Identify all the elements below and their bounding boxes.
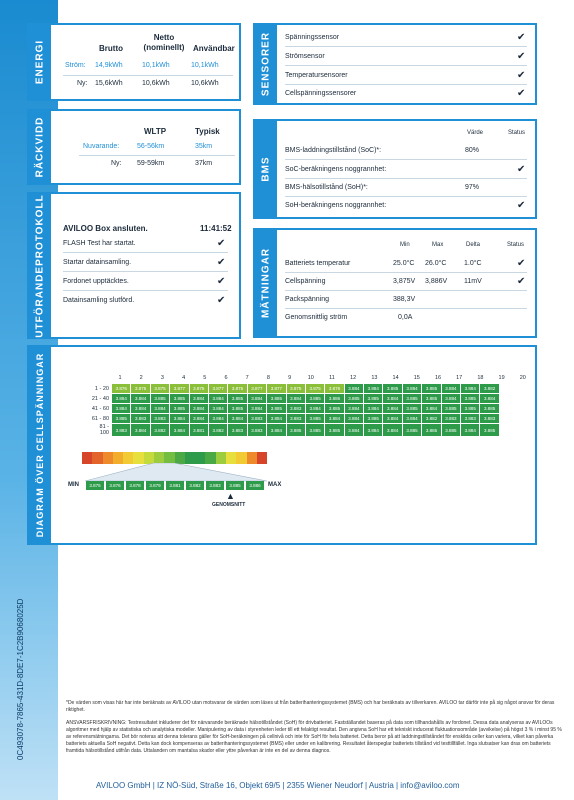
cell-voltage: 3.877 (267, 384, 285, 393)
cell-column-number: 7 (245, 375, 249, 381)
cell-voltage: 3.884 (248, 404, 266, 413)
cell-voltage: 3.882 (480, 384, 498, 393)
cell-voltage: 3.882 (151, 424, 169, 436)
cell-voltage: 3.885 (170, 394, 188, 403)
cell-voltage: 3.884 (345, 384, 363, 393)
energy-new-usable: 10,6kWh (191, 80, 219, 87)
cell-voltage: 3.884 (383, 394, 401, 403)
meas-header-min: Min (400, 242, 410, 248)
meas-row-label: Genomsnittlig ström (285, 314, 348, 321)
cell-voltage: 3.885 (325, 404, 343, 413)
cell-voltage: 3.883 (131, 414, 149, 423)
check-icon: ✔ (517, 164, 526, 175)
meas-header-max: Max (432, 242, 444, 248)
measurements-panel (253, 228, 537, 338)
check-icon: ✔ (217, 276, 226, 287)
cell-voltage: 3.884 (383, 404, 401, 413)
cell-column-number: 3 (160, 375, 164, 381)
divider (285, 196, 527, 197)
cell-voltage: 3.881 (190, 424, 208, 436)
divider (285, 272, 527, 273)
cell-voltage: 3.883 (151, 414, 169, 423)
voltage-scale-step: 3.876 (106, 481, 124, 490)
bms-tab: BMS (255, 121, 277, 217)
cell-voltage: 3.885 (383, 384, 401, 393)
cell-row (89, 404, 499, 413)
range-panel (27, 109, 241, 185)
cell-voltage: 3.884 (364, 404, 382, 413)
voltage-scale-step: 3.885 (226, 481, 244, 490)
cell-column-number: 5 (203, 375, 207, 381)
divider (285, 290, 527, 291)
energy-row-new-label: Ny: (77, 80, 88, 87)
cell-voltage: 3.884 (190, 414, 208, 423)
cell-voltage: 3.882 (209, 424, 227, 436)
bms-row-label: BMS-hälsotillstånd (SoH)*: (285, 184, 368, 191)
meas-row-label: Batteriets temperatur (285, 260, 351, 267)
cell-voltage: 3.884 (112, 404, 130, 413)
protocol-panel (27, 192, 241, 339)
divider (285, 308, 527, 309)
cell-column-number: 9 (288, 375, 292, 381)
divider (63, 271, 228, 272)
footer-contact: AVILOO GmbH | IZ NÖ-Süd, Straße 16, Objekt 69/5 | 2355 Wiener Neudorf | Austria | info@aviloo.com (96, 781, 460, 790)
cell-voltage: 3.884 (267, 424, 285, 436)
bms-row-value: 97% (465, 184, 480, 191)
cell-voltage-grid (88, 383, 500, 437)
cell-voltage: 3.884 (442, 394, 460, 403)
energy-tab: ENERGI (29, 25, 51, 99)
energy-header-netto: Netto (nominellt) (143, 33, 185, 52)
voltage-scale-step: 3.878 (126, 481, 144, 490)
cell-voltage: 3.875 (306, 384, 324, 393)
meas-row-min: 388,3V (393, 296, 416, 303)
cell-voltage: 3.885 (403, 424, 421, 436)
range-tab: RÄCKVIDD (29, 111, 51, 183)
energy-current-usable: 10,1kWh (191, 62, 219, 69)
divider (285, 84, 527, 85)
protocol-time: 11:41:52 (200, 224, 232, 233)
cell-voltage: 3.876 (112, 384, 130, 393)
cell-voltage: 3.877 (248, 384, 266, 393)
cell-voltage: 3.885 (403, 394, 421, 403)
max-label: MAX (268, 482, 282, 488)
cell-voltage: 3.884 (170, 414, 188, 423)
cell-voltage: 3.884 (442, 384, 460, 393)
cell-voltage: 3.883 (287, 404, 305, 413)
histogram-zoom-lines (70, 463, 290, 483)
cell-voltage: 3.885 (306, 414, 324, 423)
cell-voltage: 3.883 (442, 414, 460, 423)
range-row-new-label: Ny: (111, 160, 122, 167)
cell-voltage: 3.885 (112, 414, 130, 423)
cell-voltage: 3.885 (306, 394, 324, 403)
cell-voltage: 3.884 (287, 394, 305, 403)
footer-note: *De värden som visas här har inte beräknats av AVILOO utan motsvarar de värden som läses ut från batterihanteringssystemet (BMS) och har beräknats av tillverkaren. AVILOO tar därför inte på sig något ansvar för deras riktighet. (66, 700, 555, 713)
cell-row (89, 424, 499, 436)
meas-row-delta: 1.0°C (464, 260, 482, 267)
sensor-item: Strömsensor (285, 53, 325, 60)
divider (285, 159, 527, 160)
meas-row-label: Packspänning (285, 296, 329, 303)
energy-header-usable: Användbar (193, 44, 235, 53)
divider (285, 65, 527, 66)
meas-row-delta: 11mV (464, 278, 482, 285)
cell-column-number: 11 (329, 375, 335, 381)
cell-voltage: 3.885 (325, 424, 343, 436)
cell-column-number: 1 (118, 375, 122, 381)
cell-voltage: 3.886 (325, 394, 343, 403)
cell-voltage: 3.884 (383, 424, 401, 436)
cell-voltage: 3.884 (190, 394, 208, 403)
cell-row-label: 81 - 100 (99, 424, 109, 436)
divider (285, 178, 527, 179)
cell-voltage: 3.875 (190, 384, 208, 393)
cell-voltage: 3.884 (461, 424, 479, 436)
cell-voltage: 3.875 (228, 384, 246, 393)
voltage-scale-step: 3.875 (86, 481, 104, 490)
range-header-typical: Typisk (195, 127, 220, 136)
cell-voltage: 3.884 (403, 384, 421, 393)
cell-voltage: 3.875 (131, 384, 149, 393)
cell-voltage: 3.884 (131, 404, 149, 413)
cell-voltage: 3.885 (461, 404, 479, 413)
cell-voltage: 3.885 (442, 404, 460, 413)
cell-voltage: 3.883 (248, 414, 266, 423)
cell-column-number: 16 (434, 375, 442, 381)
cell-voltage: 3.884 (170, 424, 188, 436)
cell-voltage: 3.884 (190, 404, 208, 413)
voltage-scale-step: 3.879 (146, 481, 164, 490)
cell-voltage: 3.885 (228, 404, 246, 413)
cell-voltage: 3.884 (383, 414, 401, 423)
cell-voltage: 3.885 (422, 424, 440, 436)
cell-voltage: 3.884 (112, 394, 130, 403)
cell-voltage: 3.885 (480, 424, 498, 436)
cell-voltage: 3.877 (170, 384, 188, 393)
range-current-typical: 35km (195, 143, 213, 150)
divider (285, 46, 527, 47)
cell-voltage: 3.885 (403, 404, 421, 413)
sensors-tab: SENSORER (255, 25, 277, 103)
cell-voltage: 3.883 (248, 424, 266, 436)
range-new-typical: 37km (195, 160, 213, 167)
voltage-scale-step: 3.886 (246, 481, 264, 490)
meas-row-label: Cellspänning (285, 278, 326, 285)
energy-current-netto: 10,1kWh (142, 62, 170, 69)
cell-voltage: 3.885 (422, 384, 440, 393)
range-current-wltp: 56-56km (137, 143, 165, 150)
cell-voltage: 3.884 (248, 394, 266, 403)
meas-header-status: Status (507, 242, 525, 248)
cell-voltage: 3.884 (151, 404, 169, 413)
protocol-title: AVILOO Box ansluten. (63, 224, 148, 233)
min-label: MIN (68, 482, 79, 488)
meas-row-min: 3,875V (393, 278, 416, 285)
voltage-scale-step: 3.883 (206, 481, 224, 490)
check-icon: ✔ (517, 32, 526, 43)
energy-panel (27, 23, 241, 101)
cell-voltage: 3.883 (480, 414, 498, 423)
energy-current-brutto: 14,9kWh (95, 62, 123, 69)
measurements-tab: MÄTNINGAR (255, 230, 277, 336)
cell-voltage: 3.884 (345, 404, 363, 413)
range-header-wltp: WLTP (144, 127, 167, 136)
cell-voltage: 3.877 (209, 384, 227, 393)
divider (79, 155, 235, 156)
protocol-item: FLASH Test har startat. (63, 240, 136, 247)
cell-voltage: 3.884 (345, 424, 363, 436)
cell-voltage: 3.884 (306, 404, 324, 413)
energy-new-brutto: 15,6kWh (95, 80, 123, 87)
cell-column-number: 13 (371, 375, 378, 381)
cell-row-label: 21 - 40 (91, 395, 109, 402)
footer-disclaimer: ANSVARSFRISKRIVNING: Testresultatet inkluderer det för närvarande beräknade hälsotillståndet (SoH) för drivbatteriet. Fastställandet baseras på data som tillhandahålls av fordonet. Dessa data analyseras av AVILOOs algoritmer med hjälp av statistiska och analytiska modeller. Manipulering av data i styrenheten leder till ett felaktigt resultat. Den angivna SoH har ett tekniskt inducerat fluktuationsområde (avvikelse) på högst 3 % i minst 95 % av referensmätningarna. Det bör noteras att denna tolerans gäller för SoH-beräkningen på cellnivå och inte för SoH för hela batteriet. Detta beror på att laddningstillståndet för enskilda celler kan variera, vilket kan påverka batteriets aktuella SoH negativt. Detta kan dock kompenseras av batterihanteringssystemet (BMS) eller under en kalibrering. Resultatet återspeglar batteriets tillstånd vid testtillfället. Inga slutsatser kan dras om batteriets framtida hälsotillstånd utifrån data. Uttalanden om mantalsa skador eller yttre påverkan är inte en del av denna diagnos. (66, 720, 562, 754)
cell-voltage: 3.883 (112, 424, 130, 436)
average-marker-icon: ▲ (226, 491, 235, 501)
cell-voltage: 3.885 (267, 394, 285, 403)
sensors-panel (253, 23, 537, 105)
cell-column-number: 19 (498, 375, 505, 381)
cell-voltage: 3.885 (364, 394, 382, 403)
cell-voltage: 3.884 (461, 384, 479, 393)
bms-row-label: SoC-beräkningens noggrannhet: (285, 166, 387, 173)
meas-header-delta: Delta (466, 242, 481, 248)
cell-row (89, 394, 499, 403)
divider (63, 290, 228, 291)
protocol-item: Fordonet upptäcktes. (63, 278, 129, 285)
cell-voltage: 3.885 (480, 404, 498, 413)
cell-column-number: 8 (266, 375, 270, 381)
sensor-item: Cellspänningssensorer (285, 90, 357, 97)
cell-voltage: 3.885 (461, 394, 479, 403)
bms-panel (253, 119, 537, 219)
cell-voltage: 3.884 (403, 414, 421, 423)
protocol-item: Datainsamling slutförd. (63, 297, 135, 304)
range-new-wltp: 59-59km (137, 160, 165, 167)
cell-diagram-tab: DIAGRAM ÖVER CELLSPÄNNINGAR (29, 347, 51, 543)
cell-row (89, 384, 499, 393)
cell-voltage: 3.884 (325, 414, 343, 423)
voltage-scale (86, 481, 264, 490)
range-row-current-label: Nuvarande: (83, 143, 120, 150)
bms-header-status: Status (508, 130, 526, 136)
cell-column-number: 14 (392, 375, 399, 381)
cell-column-number: 4 (182, 375, 186, 381)
cell-voltage: 3.884 (228, 414, 246, 423)
energy-header-brutto: Brutto (99, 44, 123, 53)
cell-row-label: 41 - 60 (91, 405, 109, 412)
cell-voltage: 3.883 (228, 424, 246, 436)
cell-voltage: 3.885 (267, 404, 285, 413)
cell-row-label: 61 - 80 (91, 415, 109, 422)
check-icon: ✔ (517, 200, 526, 211)
cell-voltage: 3.884 (480, 394, 498, 403)
cell-voltage: 3.885 (228, 394, 246, 403)
cell-column-number: 20 (519, 375, 526, 381)
cell-voltage: 3.883 (461, 414, 479, 423)
cell-column-number: 2 (139, 375, 143, 381)
cell-voltage: 3.883 (287, 414, 305, 423)
protocol-item: Startar datainsamling. (63, 259, 132, 266)
cell-voltage: 3.885 (345, 394, 363, 403)
check-icon: ✔ (217, 238, 226, 249)
cell-voltage: 3.884 (364, 424, 382, 436)
cell-column-number: 17 (456, 375, 463, 381)
check-icon: ✔ (517, 276, 526, 287)
sensor-item: Temperatursensorer (285, 72, 348, 79)
cell-voltage: 3.884 (209, 394, 227, 403)
cell-voltage: 3.884 (209, 414, 227, 423)
bms-row-label: BMS-laddningstillstånd (SoC)*: (285, 147, 382, 154)
cell-voltage: 3.875 (151, 384, 169, 393)
divider (63, 252, 228, 253)
cell-voltage: 3.885 (170, 404, 188, 413)
cell-voltage: 3.884 (131, 424, 149, 436)
voltage-scale-step: 3.882 (186, 481, 204, 490)
cell-column-number: 12 (350, 375, 357, 381)
cell-voltage: 3.882 (422, 414, 440, 423)
meas-row-max: 26.0°C (425, 260, 447, 267)
cell-column-number: 15 (413, 375, 420, 381)
meas-row-min: 25.0°C (393, 260, 415, 267)
cell-voltage: 3.884 (131, 394, 149, 403)
cell-voltage: 3.885 (442, 424, 460, 436)
cell-voltage: 3.884 (422, 404, 440, 413)
meas-row-min: 0,0A (398, 314, 413, 321)
cell-voltage: 3.875 (287, 384, 305, 393)
check-icon: ✔ (517, 51, 526, 62)
bms-header-value: Värde (467, 130, 484, 136)
divider (63, 75, 233, 76)
cell-voltage: 3.884 (209, 404, 227, 413)
check-icon: ✔ (517, 70, 526, 81)
check-icon: ✔ (517, 258, 526, 269)
energy-new-netto: 10,6kWh (142, 80, 170, 87)
cell-column-number: 10 (307, 375, 314, 381)
cell-voltage: 3.885 (306, 424, 324, 436)
bms-row-label: SoH-beräkningens noggrannhet: (285, 202, 387, 209)
voltage-scale-step: 3.881 (166, 481, 184, 490)
bms-row-value: 80% (465, 147, 480, 154)
cell-voltage: 3.885 (151, 394, 169, 403)
meas-row-max: 3,886V (425, 278, 448, 285)
cell-column-number: 6 (224, 375, 228, 381)
check-icon: ✔ (517, 88, 526, 99)
sensor-item: Spänningssensor (285, 34, 340, 41)
cell-voltage: 3.885 (287, 424, 305, 436)
check-icon: ✔ (217, 295, 226, 306)
cell-row-label: 1 - 20 (94, 385, 109, 392)
cell-voltage: 3.884 (345, 414, 363, 423)
cell-voltage: 3.884 (364, 384, 382, 393)
cell-column-number: 18 (477, 375, 484, 381)
cell-voltage: 3.885 (422, 394, 440, 403)
cell-voltage: 3.876 (325, 384, 343, 393)
check-icon: ✔ (217, 257, 226, 268)
protocol-tab: UTFÖRANDEPROTOKOLL (29, 194, 51, 337)
average-label: GENOMSNITT (212, 502, 246, 508)
cell-voltage: 3.885 (364, 414, 382, 423)
energy-row-current-label: Ström: (65, 62, 86, 69)
cell-row (89, 414, 499, 423)
cell-voltage: 3.884 (267, 414, 285, 423)
